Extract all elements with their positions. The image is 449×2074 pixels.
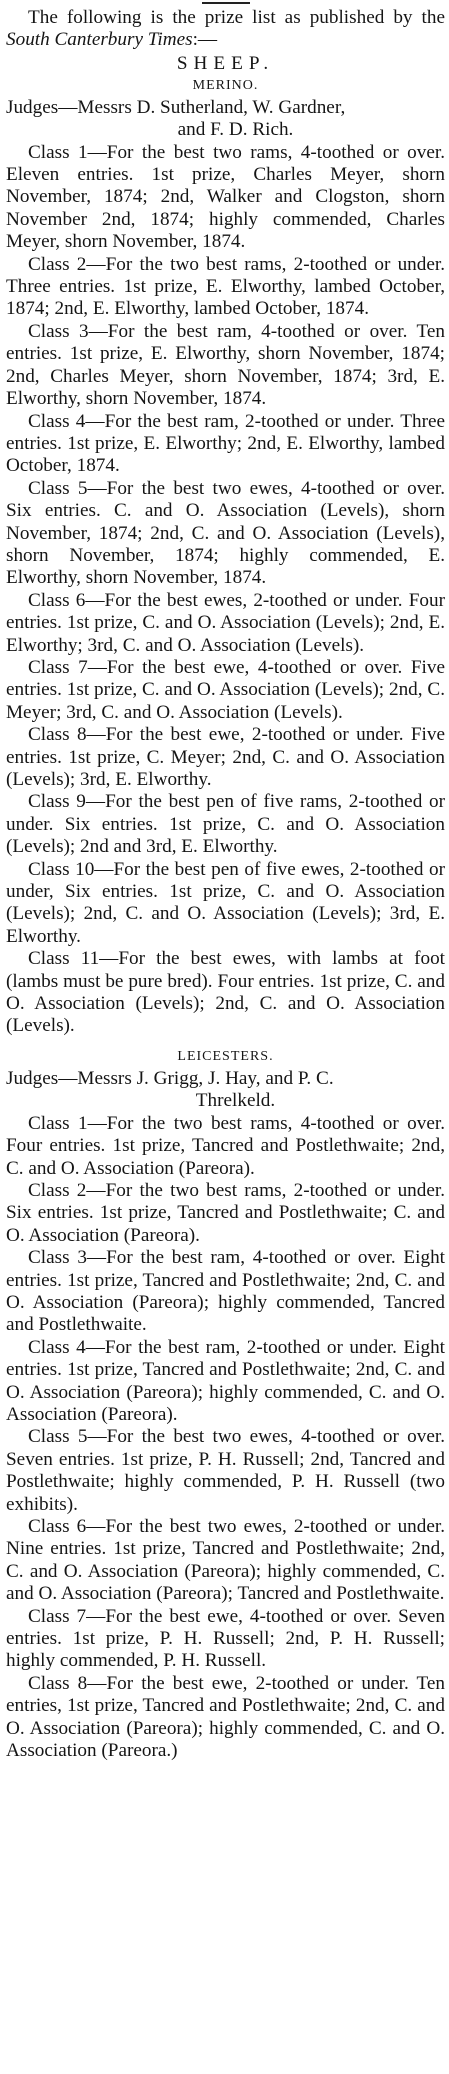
judges-text: Judges—Messrs D. Sutherland, W. Gardner,	[6, 96, 346, 118]
class-entry: Class 8—For the best ewe, 2-toothed or under. Ten entries, 1st prize, Tancred and Postlethwaite; 2nd, C. and O. Association (Pareora); highly commended, C. and O. Association (Pareora.)	[6, 1672, 445, 1762]
intro-lead: The following is the prize list as published by the	[28, 7, 445, 28]
intro-tail: :—	[192, 29, 218, 51]
class-entry: Class 6—For the best ewes, 2-toothed or under. Four entries. 1st prize, C. and O. Association (Levels); 2nd, E. Elworthy; 3rd, C. and O. Association (Levels).	[6, 589, 445, 656]
class-entry: Class 3—For the best ram, 4-toothed or over. Eight entries. 1st prize, Tancred and Postlethwaite; 2nd, C. and O. Association (Pareora); highly commended, Tancred and Postlethwaite.	[6, 1247, 445, 1336]
class-entry: Class 5—For the best two ewes, 4-toothed or over. Seven entries. 1st prize, P. H. Russell; 2nd, Tancred and Postlethwaite; highly commended, P. H. Russell (two exhibits).	[6, 1426, 445, 1515]
class-entry: Class 11—For the best ewes, with lambs at foot (lambs must be pure bred). Four entries. 1st prize, C. and O. Association (Levels); 2nd, C. and O. Association (Levels).	[6, 948, 445, 1037]
class-entry: Class 1—For the best two rams, 4-toothed or over. Eleven entries. 1st prize, Charles Meyer, shorn November, 1874; 2nd, Walker and Clogston, shorn November 2nd, 1874; highly commended, Charles Meyer, shorn November, 1874.	[6, 141, 445, 253]
class-entry: Class 4—For the best ram, 2-toothed or under. Eight entries. 1st prize, Tancred and Postlethwaite; 2nd, C. and O. Association (Pareora); highly commended, C. and O. Association (Pareora).	[6, 1336, 445, 1425]
breed-heading: LEICESTERS.	[177, 1048, 274, 1064]
class-entry: Class 7—For the best ewe, 4-toothed or over. Seven entries. 1st prize, P. H. Russell; 2nd, P. H. Russell; highly commended, P. H. Russell.	[6, 1605, 445, 1672]
class-entry: Class 10—For the best pen of five ewes, 2-toothed or under, Six entries. 1st prize, C. and O. Association (Levels); 2nd, C. and O. Association (Levels); 3rd, E. Elworthy.	[6, 858, 445, 947]
class-entry: Class 8—For the best ewe, 2-toothed or under. Five entries. 1st prize, C. Meyer; 2nd, C. and O. Association (Levels); 3rd, E. Elworthy.	[6, 724, 445, 790]
intro-source: South Canterbury Times	[6, 29, 193, 51]
judges-text: Judges—Messrs J. Grigg, J. Hay, and P. C.	[6, 1067, 334, 1089]
top-rule	[202, 2, 250, 4]
class-entry: Class 3—For the best ram, 4-toothed or over. Ten entries. 1st prize, E. Elworthy, shorn November, 1874; 2nd, Charles Meyer, shorn November, 1874; 3rd, E. Elworthy, shorn November, 1874.	[6, 320, 445, 410]
class-entry: Class 5—For the best two ewes, 4-toothed or over. Six entries. C. and O. Association (Levels), shorn November, 1874; 2nd, C. and O. Association (Levels), shorn November, 1874; highly commended, E. Elworthy, shorn November, 1874.	[6, 477, 445, 589]
breed-heading: MERINO.	[192, 77, 259, 93]
breed-section-leicesters	[6, 1046, 445, 1763]
class-entry: Class 1—For the two best rams, 4-toothed or over. Four entries. 1st prize, Tancred and Postlethwaite; 2nd, C. and O. Association (Pareora).	[6, 1112, 445, 1179]
class-entry: Class 9—For the best pen of five rams, 2-toothed or under. Six entries. 1st prize, C. and O. Association (Levels); 2nd and 3rd, E. Elworthy.	[6, 791, 445, 858]
class-entry: Class 2—For the two best rams, 2-toothed or under. Three entries. 1st prize, E. Elworthy, lambed October, 1874; 2nd, E. Elworthy, lambed October, 1874.	[6, 253, 445, 320]
judges-text-continued: and F. D. Rich.	[177, 119, 294, 141]
class-entry: Class 6—For the best two ewes, 2-toothed or under. Nine entries. 1st prize, Tancred and Postlethwaite; 2nd, C. and O. Association (Pareora); highly commended, C. and O. Association (Pareora); Tancred and Postlethwaite.	[6, 1516, 445, 1605]
class-entry: Class 4—For the best ram, 2-toothed or under. Three entries. 1st prize, E. Elworthy; 2nd, E. Elworthy, lambed October, 1874.	[6, 410, 445, 477]
judges-line	[6, 1068, 445, 1113]
intro-paragraph	[6, 7, 445, 52]
breed-section-merino	[6, 75, 445, 1038]
class-entry: Class 2—For the two best rams, 2-toothed or under. Six entries. 1st prize, Tancred and Postlethwaite; C. and O. Association (Pareora).	[6, 1179, 445, 1246]
section-heading: SHEEP.	[176, 52, 275, 74]
judges-text-continued: Threlkeld.	[195, 1090, 276, 1112]
class-entry: Class 7—For the best ewe, 4-toothed or over. Five entries. 1st prize, C. and O. Association (Levels); 2nd, C. Meyer; 3rd, C. and O. Association (Levels).	[6, 656, 445, 723]
judges-line	[6, 97, 445, 142]
